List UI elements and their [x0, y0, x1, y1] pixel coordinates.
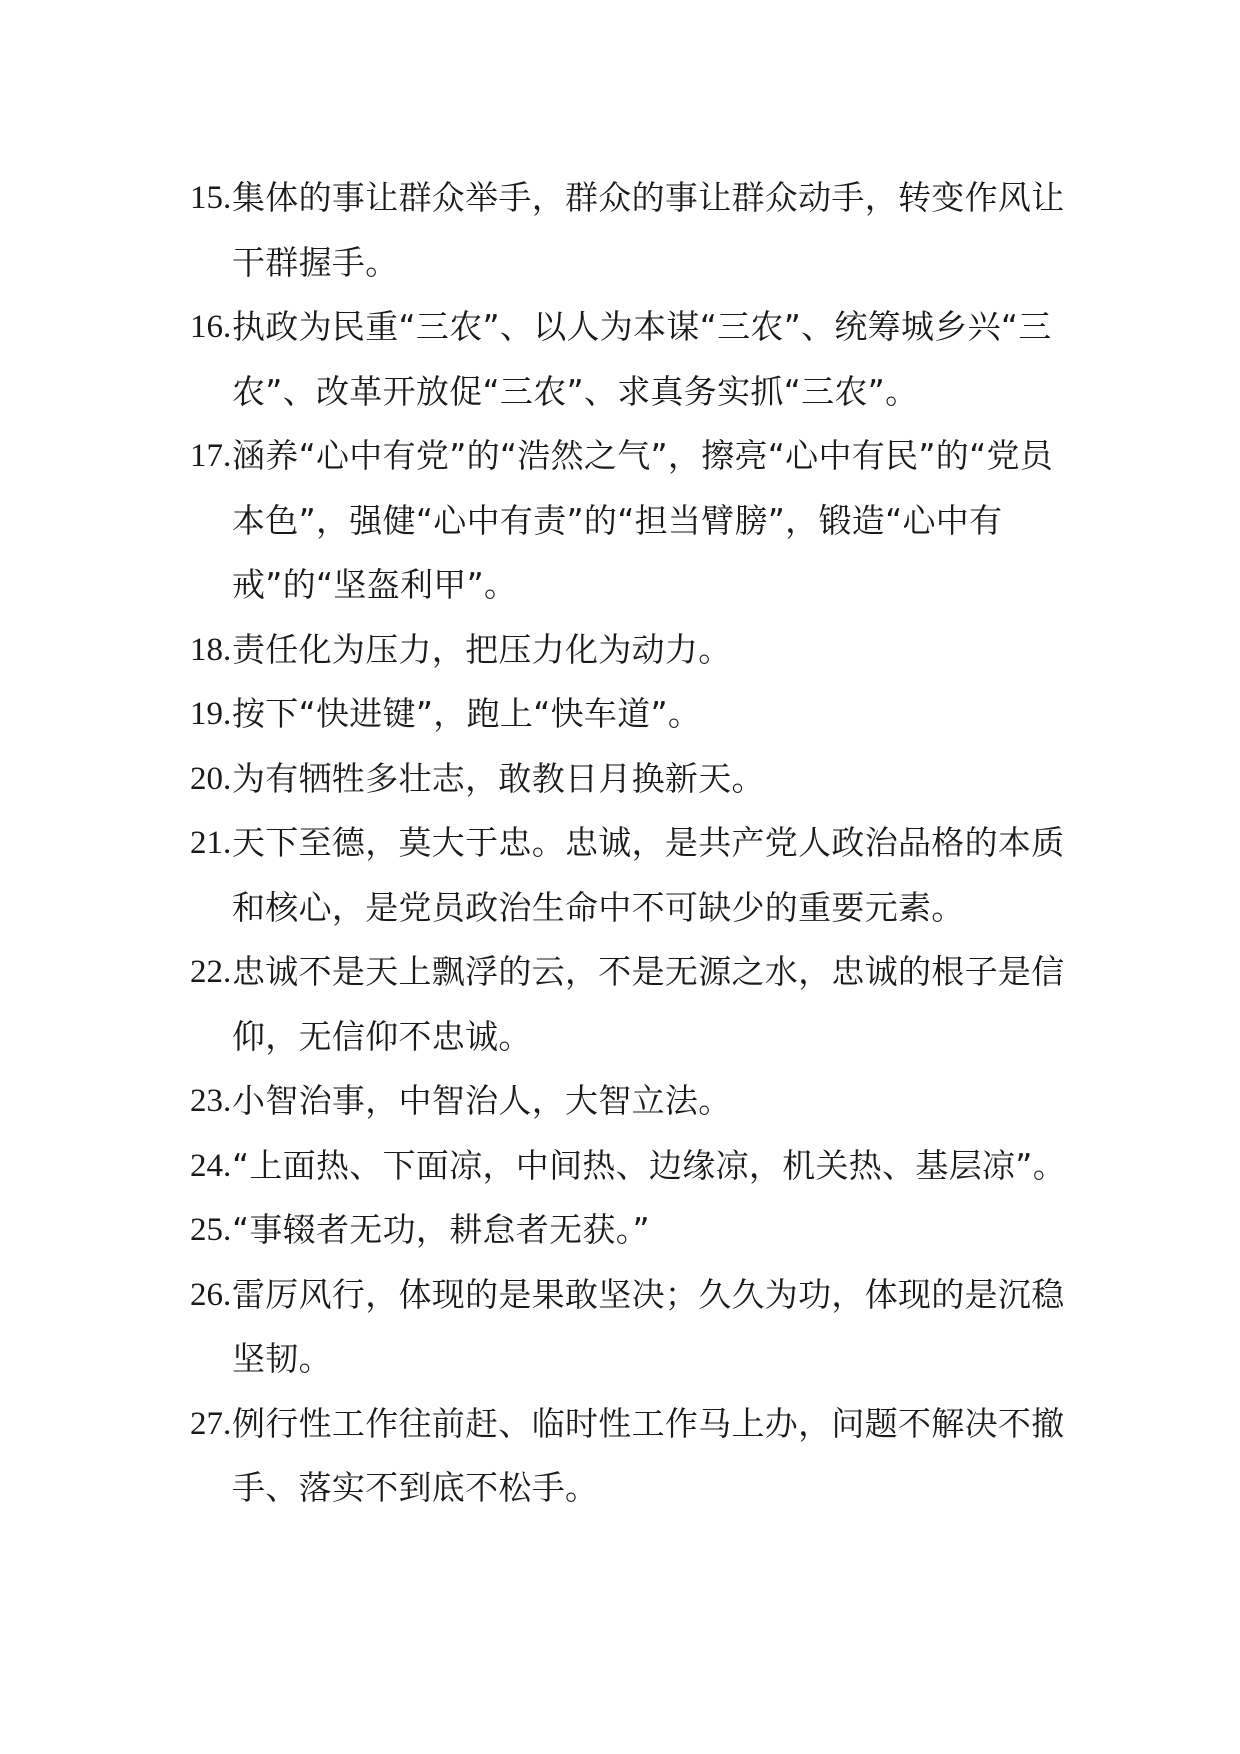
item-number: 21.	[190, 825, 232, 861]
item-text: 为有牺牲多壮志，敢教日月换新天。	[232, 758, 765, 798]
list-item	[190, 682, 1070, 747]
item-text: “事辍者无功，耕怠者无获。”	[232, 1210, 650, 1249]
list-item	[190, 747, 1070, 812]
item-number: 17.	[190, 438, 232, 474]
item-number: 18.	[190, 631, 232, 668]
item-text: “上面热、下面凉，中间热、边缘凉，机关热、基层凉”。	[232, 1145, 1066, 1185]
item-text: 按下“快进键”，跑上“快车道”。	[232, 694, 702, 733]
item-text: 例行性工作往前赶、临时性工作马上办，问题不解决不撤手、落实不到底不松手。	[232, 1403, 1065, 1507]
item-number: 25.	[190, 1212, 232, 1248]
list-item	[190, 1069, 1070, 1134]
list-item	[190, 1134, 1070, 1199]
list-item	[190, 1263, 1070, 1392]
item-text: 小智治事，中智治人，大智立法。	[232, 1081, 732, 1120]
item-number: 22.	[190, 954, 232, 990]
item-text: 执政为民重“三农”、以人为本谋“三农”、统筹城乡兴“三农”、改革开放促“三农”、求真务实抓“三农”。	[232, 307, 1052, 411]
item-text: 责任化为压力，把压力化为动力。	[232, 629, 732, 669]
item-text: 涵养“心中有党”的“浩然之气”，擦亮“心中有民”的“党员本色”，强健“心中有责”的“担当臂膀”，锻造“心中有戒”的“坚盔利甲”。	[232, 436, 1054, 604]
item-text: 雷厉风行，体现的是果敢坚决；久久为功，体现的是沉稳坚韧。	[232, 1274, 1065, 1378]
item-number: 26.	[190, 1276, 232, 1313]
item-number: 24.	[190, 1147, 232, 1184]
item-text: 忠诚不是天上飘浮的云，不是无源之水，忠诚的根子是信仰，无信仰不忠诚。	[232, 952, 1065, 1056]
item-number: 19.	[190, 696, 232, 732]
list-item	[190, 940, 1070, 1069]
item-number: 27.	[190, 1405, 232, 1442]
item-text: 天下至德，莫大于忠。忠诚，是共产党人政治品格的本质和核心，是党员政治生命中不可缺少的重要元素。	[232, 823, 1065, 927]
list-item	[190, 1392, 1070, 1521]
item-number: 15.	[190, 180, 232, 216]
list-item	[190, 166, 1070, 295]
list-item	[190, 295, 1070, 424]
item-number: 23.	[190, 1083, 232, 1119]
item-text: 集体的事让群众举手，群众的事让群众动手，转变作风让干群握手。	[232, 178, 1065, 282]
list-item	[190, 811, 1070, 940]
item-number: 20.	[190, 760, 232, 797]
item-number: 16.	[190, 309, 232, 345]
list-item	[190, 618, 1070, 683]
list-item	[190, 1198, 1070, 1263]
numbered-list	[190, 166, 1070, 1521]
list-item	[190, 424, 1070, 618]
